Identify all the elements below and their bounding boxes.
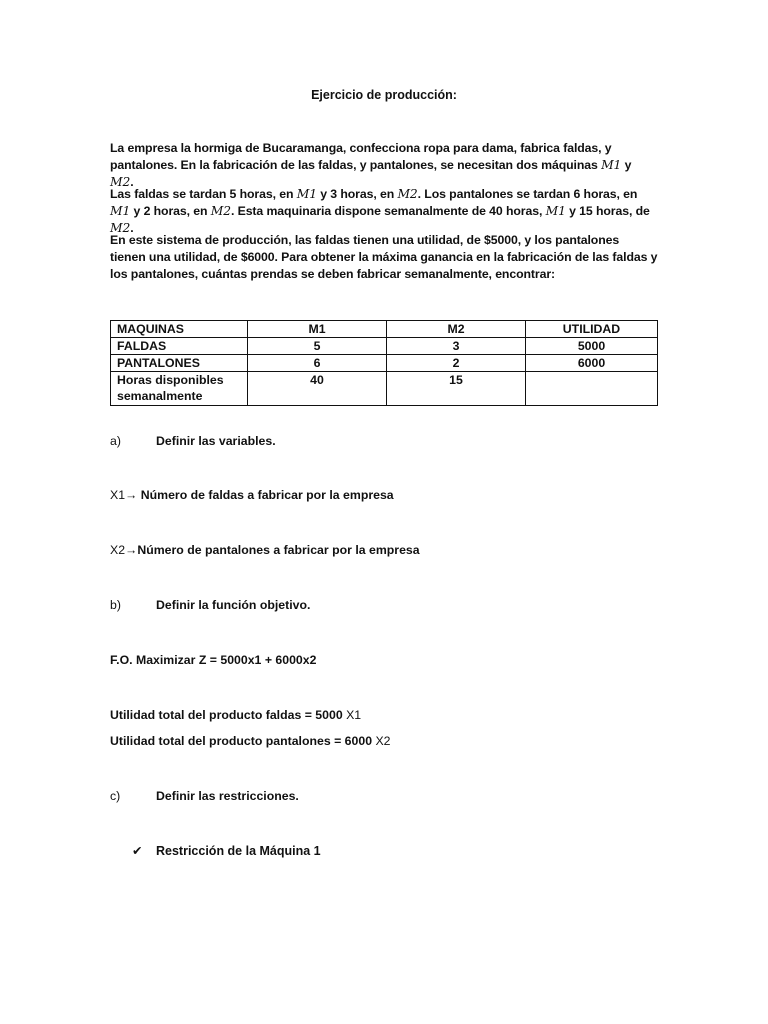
times-text-d: y 2 horas, en (130, 204, 211, 218)
times-text-g: . (130, 221, 134, 235)
table-header-row (111, 321, 658, 338)
page-title: Ejercicio de producción: (311, 88, 457, 102)
objective-function: F.O. Maximizar Z = 5000x1 + 6000x2 (110, 653, 317, 667)
section-label: a) (110, 434, 121, 448)
paragraph-times (110, 186, 658, 237)
math-m1: M1 (110, 204, 131, 218)
variable-x1 (110, 488, 394, 502)
table-cell: Horas disponibles semanalmente (111, 372, 248, 406)
math-m1: M1 (296, 187, 317, 201)
section-heading: Definir la función objetivo. (156, 598, 311, 612)
utility-text: Utilidad total del producto faldas = 5000 (110, 708, 347, 722)
checkmark-icon: ✔ (132, 844, 143, 858)
times-text-f: y 15 horas, de (565, 204, 650, 218)
variable-name: X2 (375, 734, 391, 748)
utility-faldas (110, 708, 361, 722)
variable-description: Número de faldas a fabricar por la empresa (137, 488, 394, 502)
table-row (111, 338, 658, 355)
paragraph-utility: En este sistema de producción, las faldas tienen una utilidad, de $5000, y los pantalones tienen una utilidad, de $6000. Para obtener la máxima ganancia en la fabricación de las faldas y los pantalones, cuántas prendas se deben fabricar semanalmente, encontrar: (110, 233, 658, 281)
period-text: . (130, 175, 134, 189)
section-label: b) (110, 598, 121, 612)
arrow-icon: → (125, 488, 138, 502)
times-text-b: y 3 horas, en (316, 187, 398, 201)
times-text-a: Las faldas se tardan 5 horas, en (110, 187, 297, 201)
header-cell: UTILIDAD (526, 321, 658, 338)
table-row (111, 372, 658, 406)
table-cell: 2 (387, 355, 526, 372)
section-heading: Definir las restricciones. (156, 789, 299, 803)
header-cell: M1 (248, 321, 387, 338)
math-m1: M1 (601, 158, 622, 172)
table-cell: 6 (248, 355, 387, 372)
variable-name: X1 (110, 488, 126, 502)
math-m2: M2 (210, 204, 231, 218)
table-cell: FALDAS (111, 338, 248, 355)
variable-name: X2 (110, 543, 126, 557)
paragraph-intro (110, 140, 658, 191)
variable-description: Número de pantalones a fabricar por la empresa (137, 543, 420, 557)
arrow-icon: → (125, 543, 138, 557)
math-m1: M1 (545, 204, 566, 218)
conjunction-text: y (621, 158, 632, 172)
production-table (110, 320, 658, 406)
utility-text: Utilidad total del producto pantalones = 6000 (110, 734, 376, 748)
math-m2: M2 (110, 221, 131, 235)
math-m2: M2 (397, 187, 418, 201)
header-cell: MAQUINAS (111, 321, 248, 338)
intro-text: La empresa la hormiga de Bucaramanga, confecciona ropa para dama, fabrica faldas, y pantalones. En la fabricación de las faldas, y pantalones, se necesitan dos máquinas (110, 141, 612, 172)
table-cell (526, 372, 658, 406)
table-cell: 40 (248, 372, 387, 406)
table-row (111, 355, 658, 372)
section-label: c) (110, 789, 121, 803)
math-m2: M2 (110, 175, 131, 189)
variable-name: X1 (346, 708, 362, 722)
restriction-item (132, 843, 321, 858)
section-b (110, 598, 310, 612)
table-cell: 5000 (526, 338, 658, 355)
variable-x2 (110, 543, 420, 557)
table-cell: PANTALONES (111, 355, 248, 372)
times-text-e: . Esta maquinaria dispone semanalmente de 40 horas, (230, 204, 546, 218)
restriction-label: Restricción de la Máquina 1 (156, 844, 321, 858)
table-cell: 15 (387, 372, 526, 406)
utility-pantalones (110, 734, 391, 748)
section-a (110, 434, 276, 448)
table-cell: 3 (387, 338, 526, 355)
table-cell: 5 (248, 338, 387, 355)
section-c (110, 789, 299, 803)
section-heading: Definir las variables. (156, 434, 276, 448)
table-cell: 6000 (526, 355, 658, 372)
header-cell: M2 (387, 321, 526, 338)
times-text-c: . Los pantalones se tardan 6 horas, en (417, 187, 638, 201)
